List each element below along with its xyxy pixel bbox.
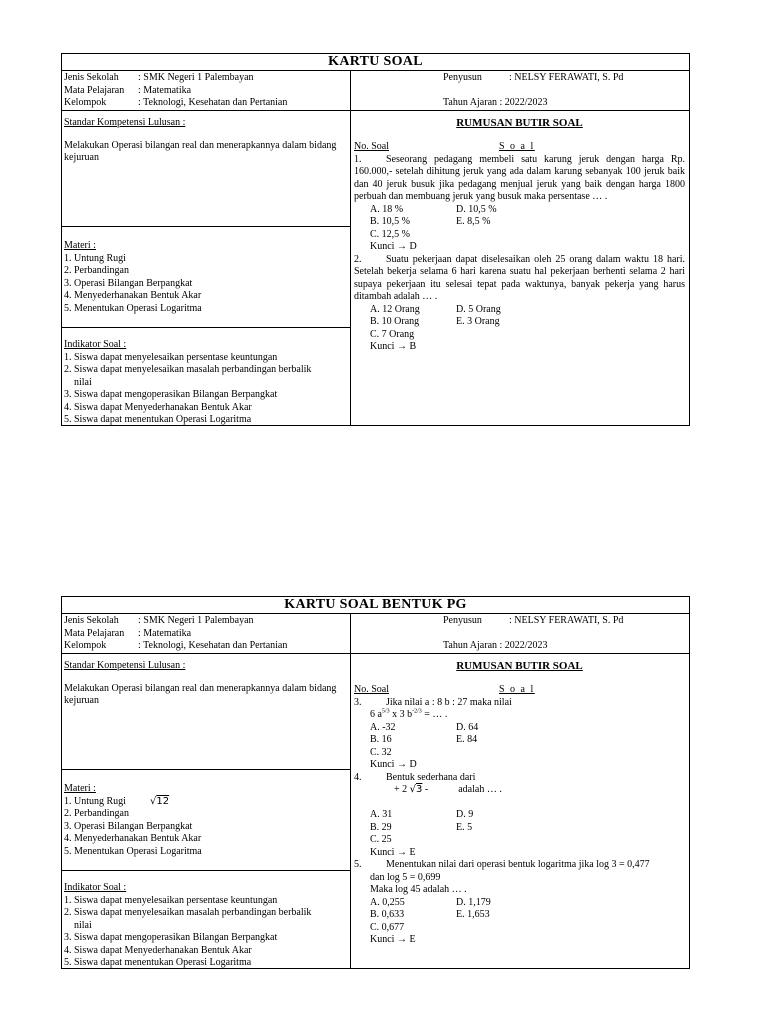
materi-item: 3. Operasi Bilangan Berpangkat — [64, 277, 193, 289]
kartu-soal-card-1 — [61, 53, 690, 426]
penyusun-label: Penyusun — [443, 615, 482, 626]
kelompok-value: : Teknologi, Kesehatan dan Pertanian — [138, 640, 288, 651]
materi-item: 2. Perbandingan — [64, 265, 129, 276]
materi-item: 1. Untung Rugi — [64, 252, 126, 264]
penyusun-value: : NELSY FERAWATI, S. Pd — [509, 72, 624, 83]
indikator-heading: Indikator Soal : — [64, 339, 127, 350]
mata-pelajaran-label: Mata Pelajaran — [64, 84, 125, 96]
materi-item: 4. Menyederhanakan Bentuk Akar — [64, 290, 202, 301]
indikator-item: 4. Siswa dapat Menyederhanakan Bentuk Akar — [64, 401, 252, 413]
card-header — [62, 614, 689, 654]
card-title: KARTU SOAL BENTUK PG — [62, 597, 689, 614]
kelompok-label: Kelompok — [64, 640, 107, 651]
indikator-item: 5. Siswa dapat menentukan Operasi Logaritma — [64, 414, 252, 425]
skl-text: Melakukan Operasi bilangan real dan menerapkannya dalam bidang kejuruan — [64, 682, 337, 706]
card-title: KARTU SOAL — [62, 54, 689, 71]
indikator-item: 2. Siswa dapat menyelesaikan masalah perbandingan berbalik — [64, 364, 312, 375]
tahun-ajaran: Tahun Ajaran : 2022/2023 — [443, 97, 548, 108]
tahun-ajaran: Tahun Ajaran : 2022/2023 — [443, 640, 548, 651]
question-5-options: A. 0,255 D. 1,179 B. 0,633 E. 1,653 C. 0,677 — [370, 896, 491, 933]
question-2-kunci: Kunci → B — [370, 341, 417, 352]
mata-pelajaran-label: Mata Pelajaran — [64, 627, 125, 639]
indikator-item: 1. Siswa dapat menyelesaikan persentase keuntungan — [64, 351, 278, 363]
mata-pelajaran-value: : Matematika — [138, 627, 192, 639]
question-5-line-3: Maka log 45 adalah … . — [370, 884, 467, 895]
materi-item: 1. Untung Rugi — [64, 795, 126, 807]
indikator-item: 5. Siswa dapat menentukan Operasi Logaritma — [64, 957, 252, 968]
materi-heading: Materi : — [64, 240, 96, 251]
skl-section — [62, 654, 350, 770]
materi-item: 5. Menentukan Operasi Logaritma — [64, 845, 202, 857]
jenis-sekolah-label: Jenis Sekolah — [64, 615, 119, 626]
question-4: 4. Bentuk sederhana dari — [354, 771, 476, 783]
question-4-kunci: Kunci → E — [370, 846, 416, 858]
question-5-kunci: Kunci → E — [370, 934, 416, 945]
kartu-soal-card-2 — [61, 596, 690, 969]
penyusun-value: : NELSY FERAWATI, S. Pd — [509, 615, 624, 626]
indikator-item: 3. Siswa dapat mengoperasikan Bilangan Berpangkat — [64, 389, 278, 400]
question-1-options: A. 18 % D. 10,5 % B. 10,5 % E. 8,5 % C. 12,5 % — [370, 203, 497, 240]
indikator-section — [62, 871, 350, 969]
question-3-options: A. -32 D. 64 B. 16 E. 84 C. 32 — [370, 721, 479, 758]
question-4-expression: + 2 √3 - adalah … . — [394, 784, 502, 795]
indikator-item: 1. Siswa dapat menyelesaikan persentase keuntungan — [64, 894, 278, 906]
kelompok-value: : Teknologi, Kesehatan dan Pertanian — [138, 97, 288, 108]
materi-heading: Materi : — [64, 783, 96, 794]
question-1: 1. Seseorang pedagang membeli satu karung jeruk dengan harga Rp. 160.000,- setelah dihitung jeruk yang ada dalam karung sebanyak 100 jeruk baik dan 40 jeruk busuk jika pedagang menjual jeruk yang baik dengan harga 1800 perbuah dan membuang jeruk yang busuk maka persentase … . — [354, 153, 685, 202]
skl-text: Melakukan Operasi bilangan real dan menerapkannya dalam bidang kejuruan — [64, 139, 337, 163]
no-soal-label: No. Soal — [354, 141, 389, 152]
question-5-line-2: dan log 5 = 0,699 — [370, 871, 441, 883]
card-header — [62, 71, 689, 111]
rumusan-title: RUMUSAN BUTIR SOAL — [456, 660, 583, 672]
question-3: 3. Jika nilai a : 8 b : 27 maka nilai — [354, 696, 512, 708]
soal-label: S o a l — [499, 141, 535, 152]
materi-item: 4. Menyederhanakan Bentuk Akar — [64, 833, 202, 844]
question-5: 5. Menentukan nilai dari operasi bentuk logaritma jika log 3 = 0,477 — [354, 859, 650, 870]
materi-section — [62, 770, 350, 871]
materi-item: 3. Operasi Bilangan Berpangkat — [64, 820, 193, 832]
skl-heading: Standar Kompetensi Lulusan : — [64, 117, 186, 128]
question-2: 2. Suatu pekerjaan dapat diselesaikan oleh 25 orang dalam waktu 18 hari. Setelah bekerja selama 6 hari karena suatu hal pekerjaan berhenti selama 2 hari supaya pekerjaan itu selesai tepat pada waktunya, banyak pekerja yang harus ditambah adalah … . — [354, 253, 685, 302]
question-3-expression: 6 $a^{5/3}$ x 3 $b^{-2/3}$ = … . — [370, 708, 448, 720]
indikator-heading: Indikator Soal : — [64, 882, 127, 893]
indikator-section — [62, 328, 350, 426]
skl-heading: Standar Kompetensi Lulusan : — [64, 660, 186, 671]
jenis-sekolah-label: Jenis Sekolah — [64, 72, 119, 83]
no-soal-label: No. Soal — [354, 684, 389, 695]
indikator-item: 4. Siswa dapat Menyederhanakan Bentuk Akar — [64, 944, 252, 956]
skl-section — [62, 111, 350, 227]
question-1-kunci: Kunci → D — [370, 241, 417, 252]
question-2-options: A. 12 Orang D. 5 Orang B. 10 Orang E. 3 Orang C. 7 Orang — [370, 303, 501, 340]
rumusan-title: RUMUSAN BUTIR SOAL — [456, 117, 583, 129]
question-4-options: A. 31 D. 9 B. 29 E. 5 C. 25 — [370, 809, 474, 845]
soal-label: S o a l — [499, 684, 535, 695]
penyusun-label: Penyusun — [443, 72, 482, 83]
mata-pelajaran-value: : Matematika — [138, 84, 192, 96]
materi-item: 2. Perbandingan — [64, 808, 129, 819]
sqrt-12-expression: √12 — [150, 795, 170, 807]
indikator-item-cont: nilai — [74, 376, 92, 388]
materi-item: 5. Menentukan Operasi Logaritma — [64, 302, 202, 314]
question-3-kunci: Kunci → D — [370, 759, 417, 770]
indikator-item: 3. Siswa dapat mengoperasikan Bilangan Berpangkat — [64, 932, 278, 943]
jenis-sekolah-value: : SMK Negeri 1 Palembayan — [138, 72, 254, 83]
materi-section — [62, 227, 350, 328]
indikator-item-cont: nilai — [74, 919, 92, 931]
jenis-sekolah-value: : SMK Negeri 1 Palembayan — [138, 615, 254, 626]
indikator-item: 2. Siswa dapat menyelesaikan masalah perbandingan berbalik — [64, 907, 312, 918]
kelompok-label: Kelompok — [64, 97, 107, 108]
